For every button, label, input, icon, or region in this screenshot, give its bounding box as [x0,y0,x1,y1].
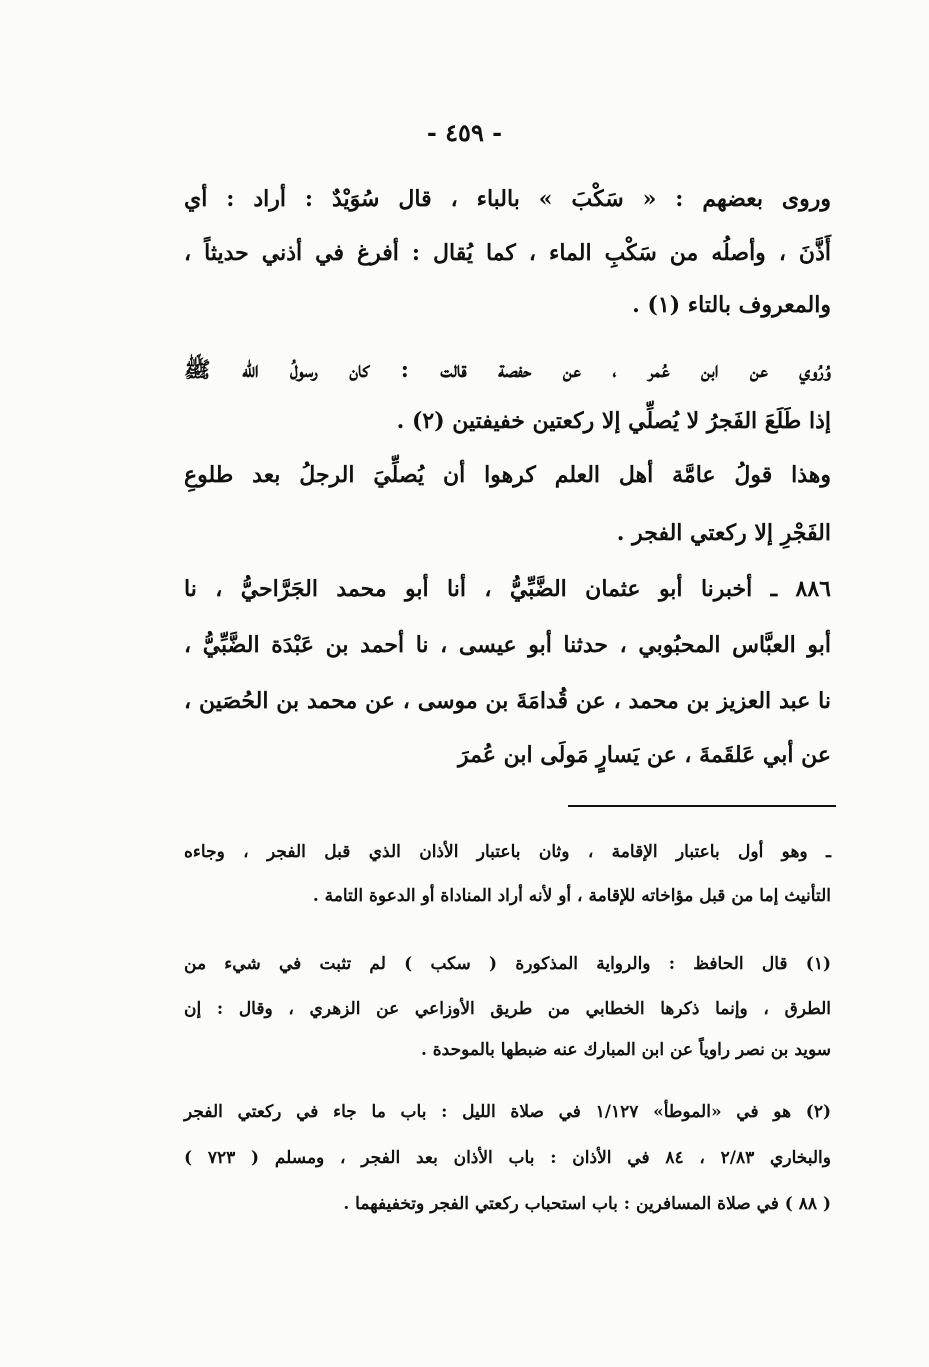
body-line: إذا طَلَعَ الفَجرُ لا يُصلِّي إلا ركعتين خفيفتين (٢) . [396,408,831,434]
footnote-line: التأنيث إما من قبل مؤاخاته للإقامة ، أو لأنه أراد المناداة أو الدعوة التامة . [312,886,831,906]
page-number: - ٤٥٩ - [426,118,503,147]
footnote-line: (١) قال الحافظ : والرواية المذكورة ( سكب ) لم تثبت في شيء من [184,954,831,974]
hadith-line: أبو العبَّاس المحبُوبي ، حدثنا أبو عيسى ، نا أحمد بن عَبْدَة الضَّبِّيُّ ، [184,632,831,658]
body-line: الفَجْرِ إلا ركعتي الفجر . [616,520,831,546]
footnote-line: الطرق ، وإنما ذكرها الخطابي من طريق الأوزاعي عن الزهري ، وقال : إن [184,999,831,1019]
footnote-line: سويد بن نصر راوياً عن ابن المبارك عنه ضبطها بالموحدة . [420,1040,831,1060]
footnote-separator [568,805,836,807]
body-line: وروى بعضهم : « سَكْبَ » بالباء ، قال سُوَيْدٌ : أراد : أي [184,186,831,212]
footnote-line: والبخاري ٢/٨٣ ، ٨٤ في الأذان : باب الأذان بعد الفجر ، ومسلم ( ٧٢٣ ) [184,1148,831,1168]
footnote-line: ( ٨٨ ) في صلاة المسافرين : باب استحباب ركعتي الفجر وتخفيفهما . [343,1194,831,1214]
hadith-line: نا عبد العزيز بن محمد ، عن قُدامَةَ بن موسى ، عن محمد بن الحُصَين ، [184,688,831,714]
footnote-line: ـ وهو أول باعتبار الإقامة ، وثان باعتبار الأذان الذي قبل الفجر ، وجاءه [184,842,831,862]
footnote-line: (٢) هو في «الموطأ» ١/١٢٧ في صلاة الليل : باب ما جاء في ركعتي الفجر [184,1102,832,1122]
body-line: والمعروف بالتاء (١) . [632,292,831,318]
hadith-line: عن أبي عَلقَمةَ ، عن يَسارٍ مَولَى ابن عُمرَ [458,742,831,768]
body-line: وهذا قولُ عامَّة أهل العلم كرهوا أن يُصلِّيَ الرجلُ بعد طلوعِ [184,462,831,488]
body-line: أَذَّنَ ، وأصلُه من سَكْبِ الماء ، كما يُقال : أفرغ في أذني حديثاً ، [184,240,831,266]
body-line: وُرُوي عن ابن عُمر ، عن حفصة قالت : كان رسولُ الله ﷺ [184,357,831,383]
hadith-line: ٨٨٦ ـ أخبرنا أبو عثمان الضَّبِّيُّ ، أنا أبو محمد الجَرَّاحيُّ ، نا [184,576,831,602]
